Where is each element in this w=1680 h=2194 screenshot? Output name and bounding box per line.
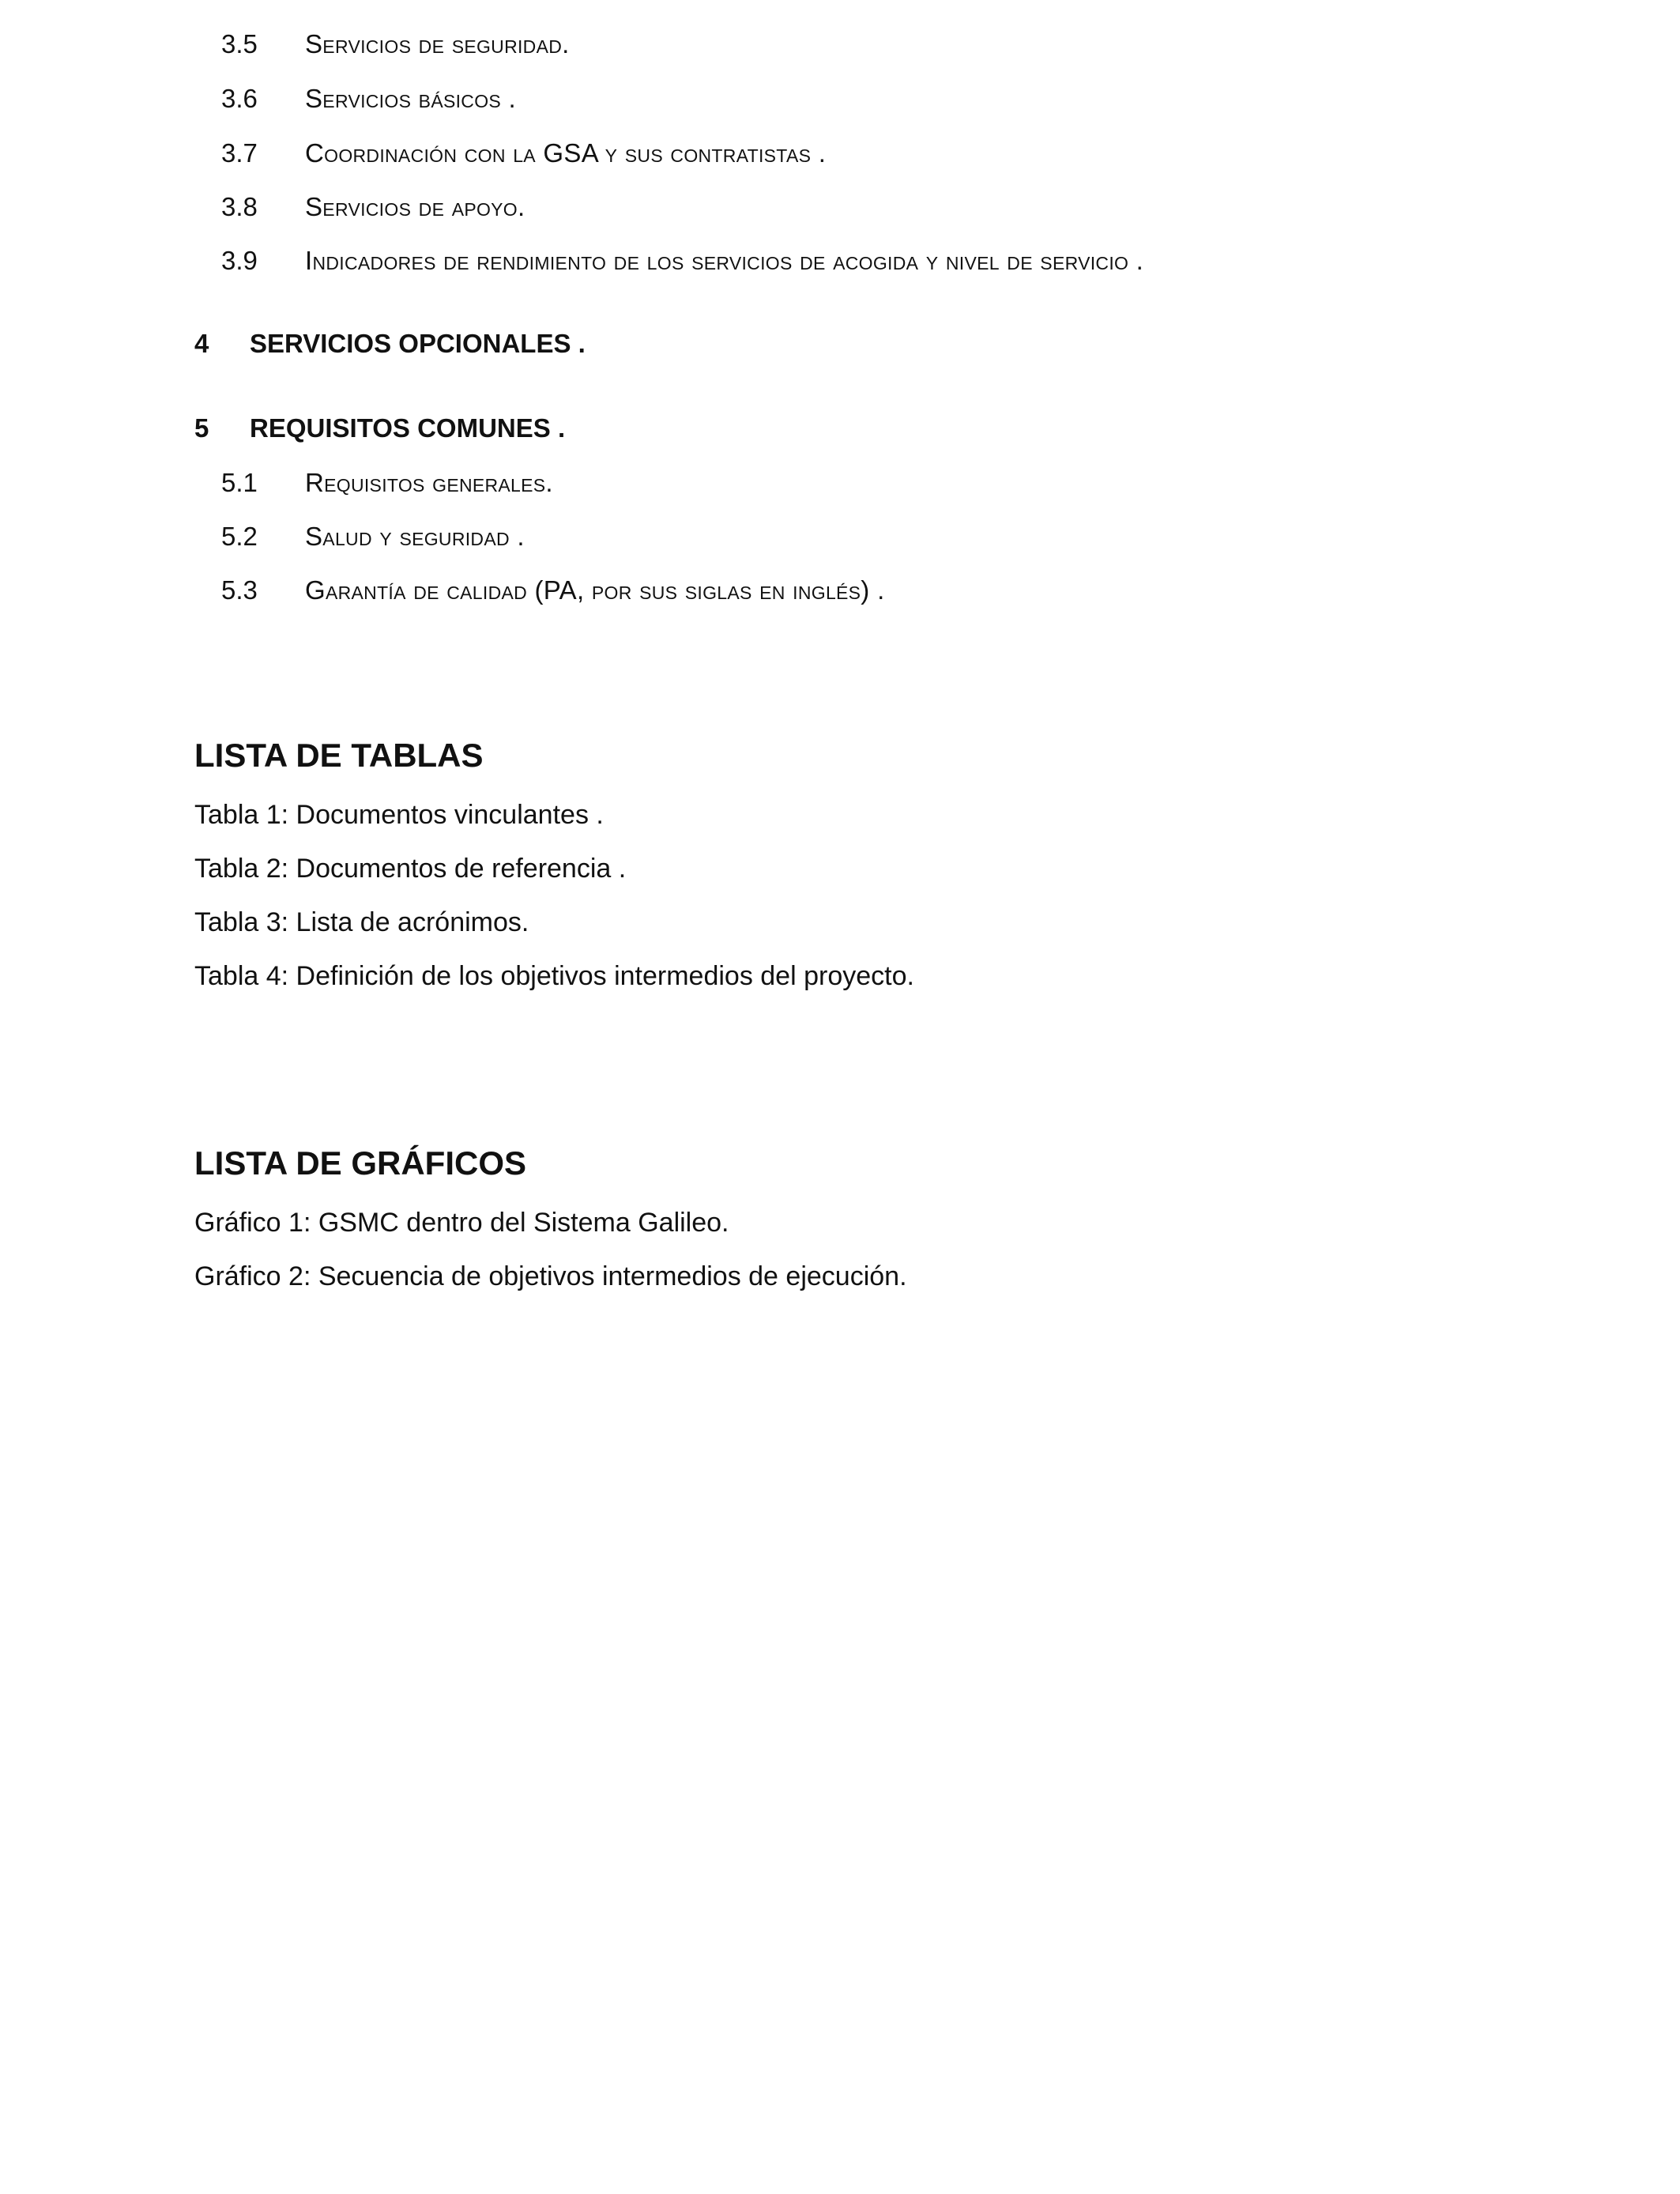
toc-entry-title: REQUISITOS COMUNES . [250,413,566,443]
toc-entry-title: Requisitos generales. [305,468,553,497]
toc-entry-title: Servicios de apoyo. [305,192,525,221]
table-entry-2[interactable]: Tabla 2: Documentos de referencia . [194,854,627,884]
toc-entry-4[interactable] [194,320,586,368]
toc-entry-number: 5.2 [221,522,258,551]
toc-entry-title: Salud y seguridad . [305,522,525,551]
toc-entry-title: Garantía de calidad (PA, por sus siglas en inglés) . [305,575,885,605]
toc-entry-number: 3.6 [221,84,258,113]
toc-entry-number: 4 [194,329,209,358]
toc-entry-number: 3.7 [221,138,258,168]
toc-entry-3-7[interactable] [221,130,826,177]
table-entry-1[interactable]: Tabla 1: Documentos vinculantes . [194,800,604,830]
toc-entry-number: 3.5 [221,29,258,58]
toc-entry-number: 3.9 [221,246,258,275]
toc-entry-number: 3.8 [221,192,258,221]
toc-entry-5-3[interactable] [221,567,885,614]
toc-entry-3-5[interactable] [221,21,570,68]
toc-entry-number: 5.3 [221,575,258,605]
toc-entry-5-1[interactable] [221,459,553,507]
list-of-tables-heading: LISTA DE TABLAS [194,737,484,774]
table-entry-4[interactable]: Tabla 4: Definición de los objetivos intermedios del proyecto. [194,961,914,991]
toc-entry-3-6[interactable] [221,75,516,123]
figure-entry-2[interactable]: Gráfico 2: Secuencia de objetivos intermedios de ejecución. [194,1261,907,1291]
toc-entry-number: 5 [194,413,209,443]
table-entry-3[interactable]: Tabla 3: Lista de acrónimos. [194,907,529,937]
toc-entry-title: Servicios básicos . [305,84,516,113]
list-of-figures-heading: LISTA DE GRÁFICOS [194,1144,526,1182]
toc-entry-3-8[interactable] [221,183,525,231]
toc-entry-title: SERVICIOS OPCIONALES . [250,329,586,358]
toc-entry-number: 5.1 [221,468,258,497]
toc-entry-5-2[interactable] [221,513,525,560]
toc-entry-title: Indicadores de rendimiento de los servicios de acogida y nivel de servicio . [305,246,1144,275]
toc-entry-title: Coordinación con la GSA y sus contratistas . [305,138,827,168]
toc-entry-title: Servicios de seguridad. [305,29,570,58]
toc-entry-5[interactable] [194,405,565,452]
toc-entry-3-9[interactable] [221,237,1143,285]
figure-entry-1[interactable]: Gráfico 1: GSMC dentro del Sistema Galileo. [194,1208,729,1238]
